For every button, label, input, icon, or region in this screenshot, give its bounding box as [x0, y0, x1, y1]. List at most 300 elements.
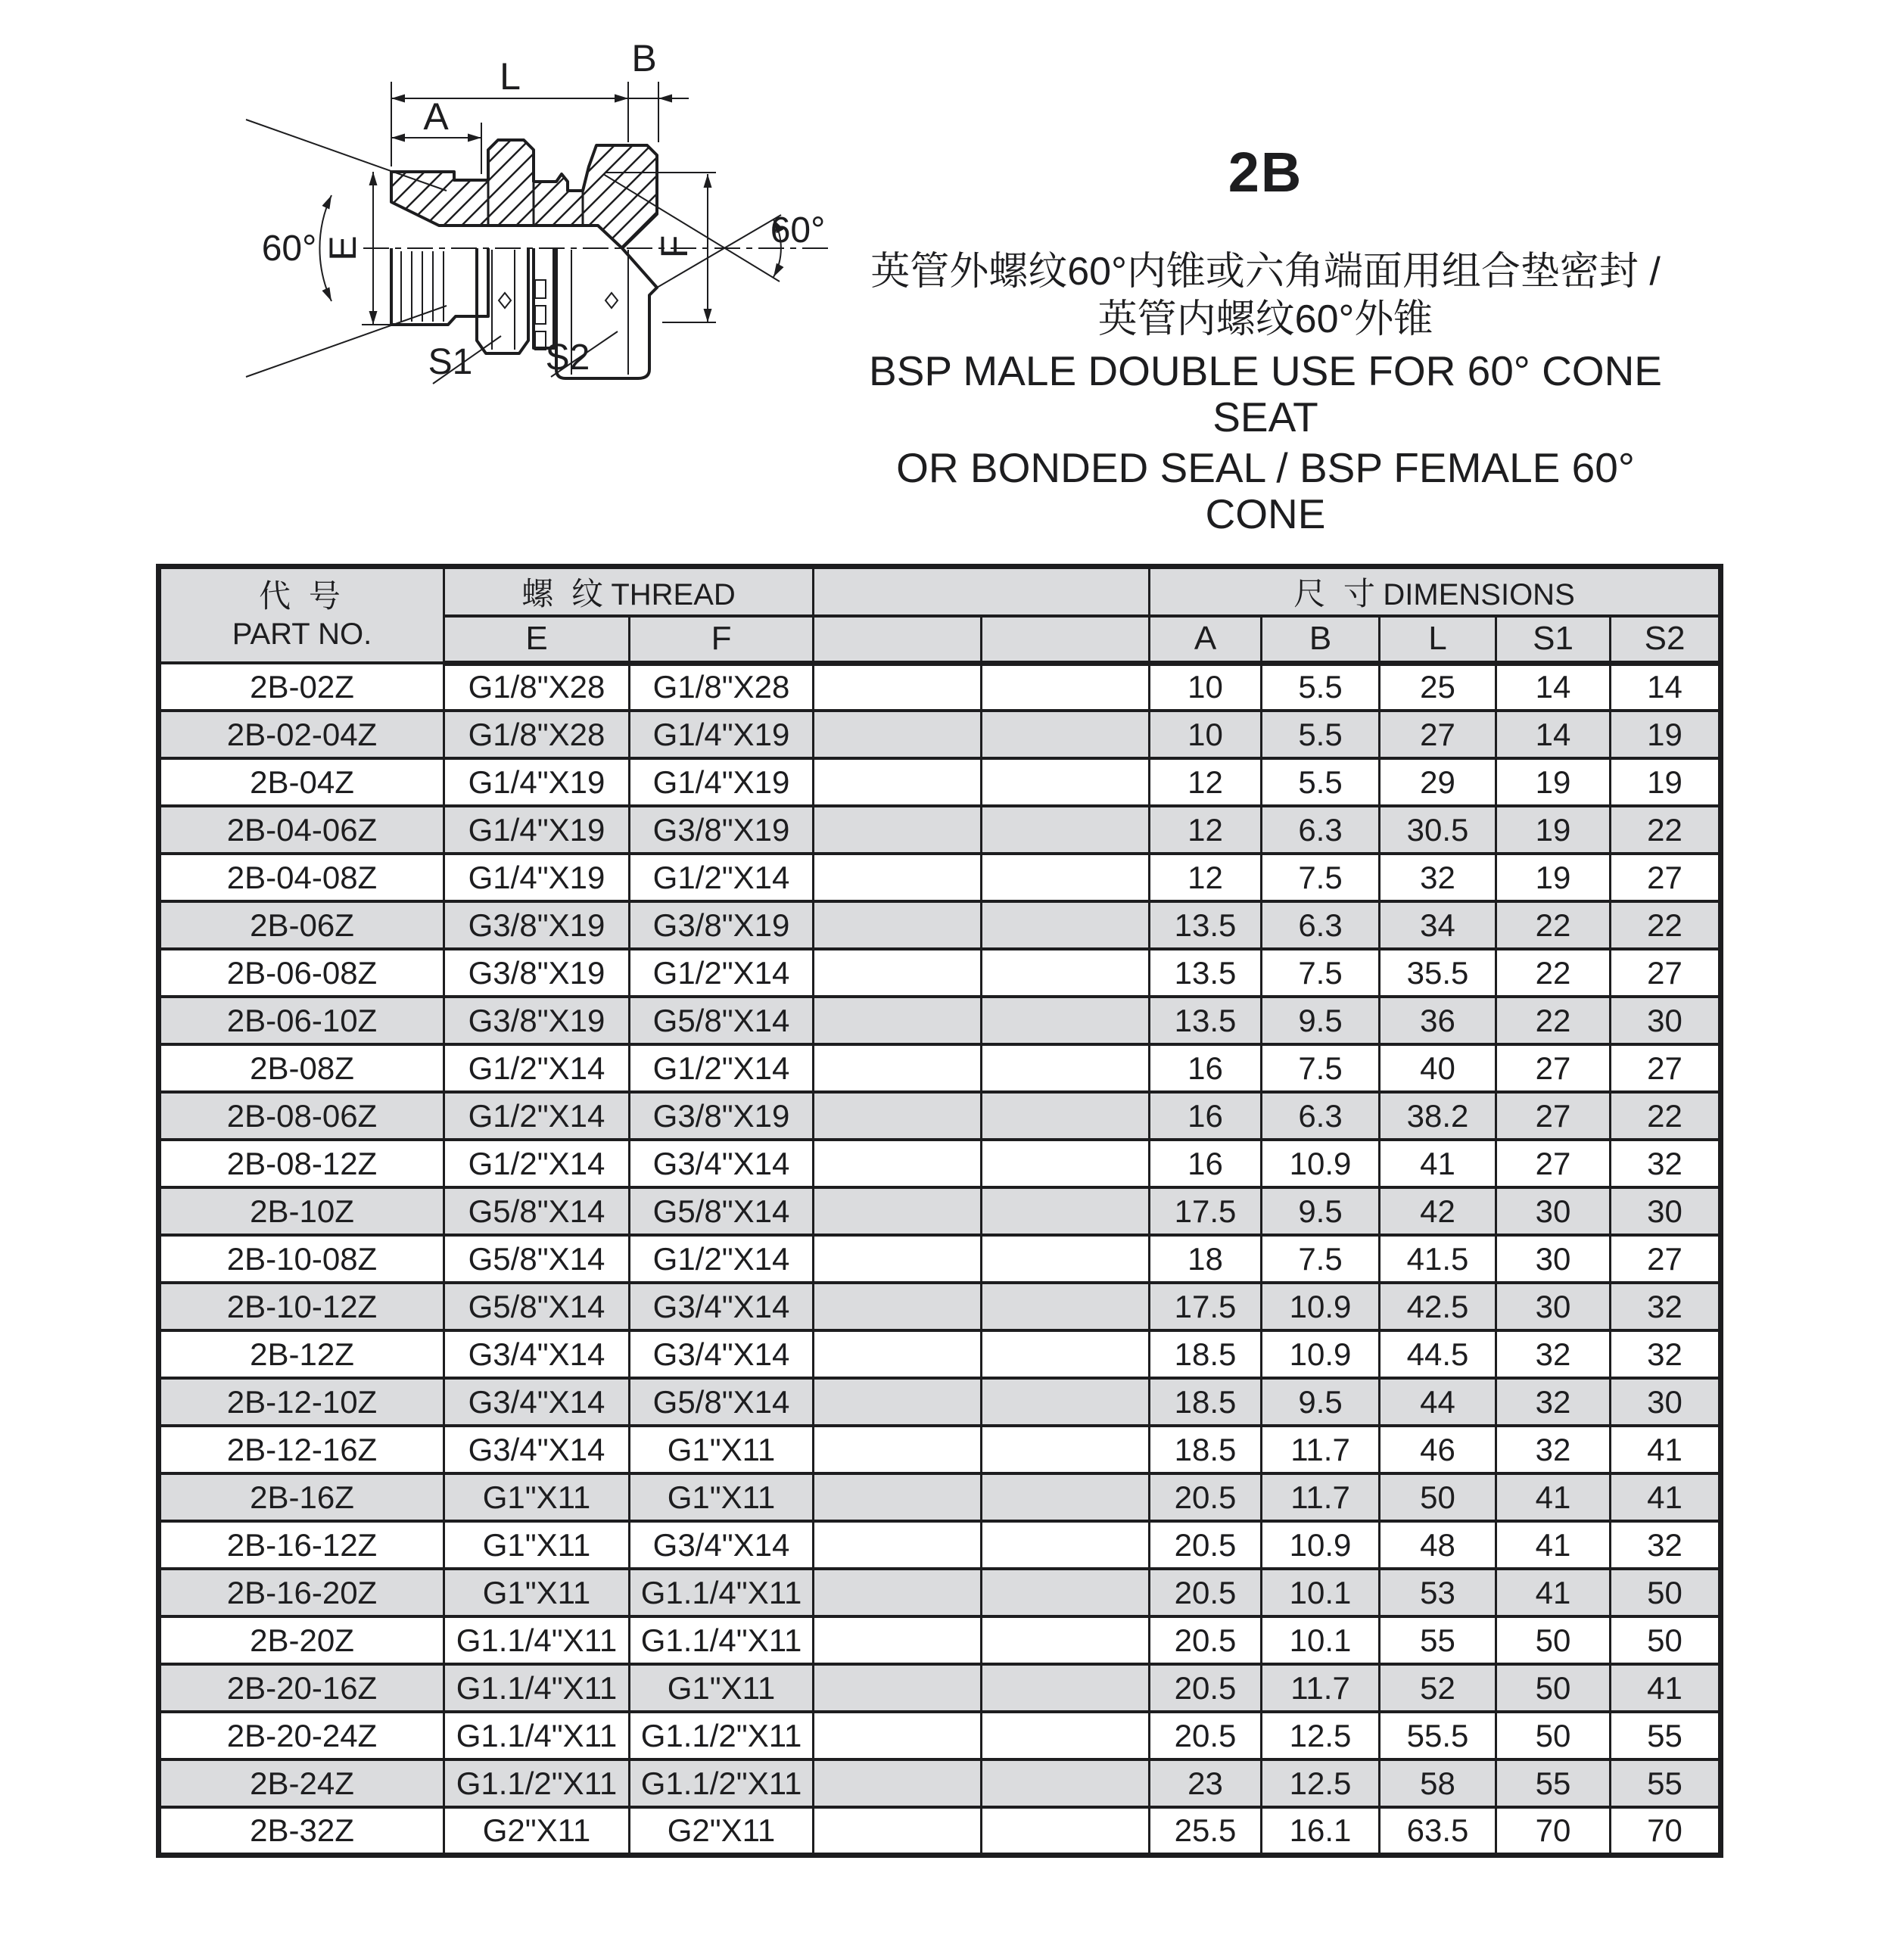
empty-cell	[814, 758, 982, 806]
header-col-s2: S2	[1611, 616, 1721, 663]
header-thread-en: THREAD	[611, 578, 736, 611]
thread-e-cell: G1"X11	[444, 1521, 630, 1569]
part-no-cell: 2B-20Z	[159, 1616, 444, 1664]
dim-s2-cell: 27	[1611, 1235, 1721, 1283]
part-no-cell: 2B-16-12Z	[159, 1521, 444, 1569]
thread-f-cell: G5/8"X14	[630, 997, 814, 1044]
dim-l-cell: 48	[1380, 1521, 1496, 1569]
dim-s1-cell: 50	[1496, 1712, 1611, 1759]
header-col-e: E	[444, 616, 630, 663]
dim-l-cell: 41.5	[1380, 1235, 1496, 1283]
dim-s1-cell: 14	[1496, 663, 1611, 711]
thread-f-cell: G1/4"X19	[630, 758, 814, 806]
dim-s2-cell: 41	[1611, 1426, 1721, 1473]
table-row	[159, 901, 1721, 949]
dim-a-cell: 13.5	[1150, 949, 1262, 997]
dim-a-cell: 16	[1150, 1044, 1262, 1092]
table-row	[159, 1187, 1721, 1235]
s1-label: S1	[428, 342, 473, 382]
dim-s1-cell: 50	[1496, 1616, 1611, 1664]
dim-b-cell: 12.5	[1262, 1759, 1380, 1807]
thread-e-cell: G1/4"X19	[444, 854, 630, 901]
thread-e-cell: G3/4"X14	[444, 1378, 630, 1426]
dim-a-cell: 17.5	[1150, 1283, 1262, 1330]
empty-cell	[982, 1378, 1150, 1426]
empty-cell	[814, 997, 982, 1044]
dim-s2-cell: 55	[1611, 1759, 1721, 1807]
part-no-cell: 2B-24Z	[159, 1759, 444, 1807]
thread-e-cell: G5/8"X14	[444, 1283, 630, 1330]
dim-s1-cell: 41	[1496, 1521, 1611, 1569]
empty-cell	[814, 854, 982, 901]
dim-s2-cell: 70	[1611, 1807, 1721, 1855]
empty-cell	[814, 1759, 982, 1807]
dim-s2-cell: 32	[1611, 1283, 1721, 1330]
dim-s1-cell: 22	[1496, 949, 1611, 997]
title-block	[848, 141, 1683, 537]
part-no-cell: 2B-04-08Z	[159, 854, 444, 901]
table-row	[159, 1569, 1721, 1616]
dim-s1-cell: 22	[1496, 997, 1611, 1044]
table-row	[159, 997, 1721, 1044]
empty-cell	[814, 1283, 982, 1330]
empty-cell	[814, 1187, 982, 1235]
header-col-s1: S1	[1496, 616, 1611, 663]
dim-s1-cell: 32	[1496, 1378, 1611, 1426]
dim-b-cell: 5.5	[1262, 711, 1380, 758]
dim-s2-cell: 27	[1611, 854, 1721, 901]
dim-s2-cell: 22	[1611, 806, 1721, 854]
description-zh-line2: 英管内螺纹60°外锥	[1097, 297, 1433, 341]
table-row	[159, 711, 1721, 758]
table-row	[159, 1521, 1721, 1569]
empty-cell	[982, 1616, 1150, 1664]
table-row	[159, 1712, 1721, 1759]
dim-s2-cell: 19	[1611, 758, 1721, 806]
part-no-cell: 2B-10-12Z	[159, 1283, 444, 1330]
part-no-cell: 2B-04-06Z	[159, 806, 444, 854]
empty-cell	[982, 854, 1150, 901]
thread-e-cell: G1.1/2"X11	[444, 1759, 630, 1807]
empty-cell	[982, 1664, 1150, 1712]
thread-e-cell: G1/2"X14	[444, 1044, 630, 1092]
dim-a-cell: 12	[1150, 854, 1262, 901]
thread-f-cell: G1"X11	[630, 1426, 814, 1473]
dim-a-cell: 25.5	[1150, 1807, 1262, 1855]
table-row	[159, 1426, 1721, 1473]
thread-e-cell: G1"X11	[444, 1473, 630, 1521]
empty-cell	[982, 949, 1150, 997]
empty-cell	[982, 1473, 1150, 1521]
header-thread-zh: 螺 纹	[521, 576, 608, 611]
dim-l-cell: 36	[1380, 997, 1496, 1044]
dim-l-cell: 44	[1380, 1378, 1496, 1426]
dim-b-cell: 10.9	[1262, 1330, 1380, 1378]
empty-cell	[982, 1330, 1150, 1378]
thread-e-cell: G1/2"X14	[444, 1140, 630, 1187]
empty-cell	[982, 997, 1150, 1044]
dim-l-cell: 32	[1380, 854, 1496, 901]
part-no-cell: 2B-04Z	[159, 758, 444, 806]
dim-a-cell: 20.5	[1150, 1473, 1262, 1521]
header-dimensions-en: DIMENSIONS	[1383, 578, 1575, 611]
thread-f-cell: G1/2"X14	[630, 1044, 814, 1092]
thread-f-cell: G3/4"X14	[630, 1330, 814, 1378]
dim-s2-cell: 30	[1611, 1378, 1721, 1426]
dim-a-cell: 20.5	[1150, 1712, 1262, 1759]
header-dimensions-zh: 尺 寸	[1293, 576, 1380, 611]
dim-a-cell: 17.5	[1150, 1187, 1262, 1235]
thread-e-cell: G1/2"X14	[444, 1092, 630, 1140]
description-en-line2: OR BONDED SEAL / BSP FEMALE 60° CONE	[896, 444, 1635, 537]
dim-s2-cell: 27	[1611, 1044, 1721, 1092]
empty-cell	[814, 1807, 982, 1855]
thread-e-cell: G1/4"X19	[444, 806, 630, 854]
thread-e-cell: G1.1/4"X11	[444, 1664, 630, 1712]
thread-f-cell: G1.1/4"X11	[630, 1569, 814, 1616]
dim-b-cell: 6.3	[1262, 806, 1380, 854]
header-col-l: L	[1380, 616, 1496, 663]
dim-s1-cell: 30	[1496, 1235, 1611, 1283]
dim-a-cell: 20.5	[1150, 1664, 1262, 1712]
dim-l-cell: 58	[1380, 1759, 1496, 1807]
table-row	[159, 1330, 1721, 1378]
angle-right-label: 60°	[770, 210, 826, 250]
empty-cell	[982, 806, 1150, 854]
dim-s2-cell: 19	[1611, 711, 1721, 758]
empty-cell	[982, 758, 1150, 806]
dim-a-cell: 18.5	[1150, 1426, 1262, 1473]
empty-cell	[814, 1712, 982, 1759]
thread-f-cell: G1"X11	[630, 1473, 814, 1521]
header-col-empty2	[982, 616, 1150, 663]
part-no-cell: 2B-20-16Z	[159, 1664, 444, 1712]
dim-s1-cell: 30	[1496, 1187, 1611, 1235]
dim-b-cell: 10.9	[1262, 1521, 1380, 1569]
empty-cell	[814, 1378, 982, 1426]
empty-cell	[982, 1187, 1150, 1235]
table-row	[159, 1378, 1721, 1426]
thread-f-cell: G3/8"X19	[630, 901, 814, 949]
empty-cell	[814, 1664, 982, 1712]
thread-f-cell: G1/2"X14	[630, 854, 814, 901]
dim-s1-cell: 32	[1496, 1330, 1611, 1378]
part-no-cell: 2B-02-04Z	[159, 711, 444, 758]
thread-e-cell: G3/8"X19	[444, 901, 630, 949]
dim-a-cell: 16	[1150, 1140, 1262, 1187]
dim-e-label: E	[322, 235, 364, 261]
empty-cell	[814, 1616, 982, 1664]
dim-s2-cell: 27	[1611, 949, 1721, 997]
dim-b-cell: 5.5	[1262, 758, 1380, 806]
dim-b-cell: 11.7	[1262, 1426, 1380, 1473]
thread-e-cell: G1"X11	[444, 1569, 630, 1616]
dim-b-cell: 10.9	[1262, 1140, 1380, 1187]
dim-b-cell: 10.9	[1262, 1283, 1380, 1330]
dim-b-cell: 10.1	[1262, 1569, 1380, 1616]
dim-l-cell: 38.2	[1380, 1092, 1496, 1140]
thread-f-cell: G3/4"X14	[630, 1521, 814, 1569]
dim-l-cell: 35.5	[1380, 949, 1496, 997]
empty-cell	[982, 1140, 1150, 1187]
dim-s1-cell: 32	[1496, 1426, 1611, 1473]
part-no-cell: 2B-12-10Z	[159, 1378, 444, 1426]
thread-e-cell: G3/4"X14	[444, 1426, 630, 1473]
dim-b-cell: 6.3	[1262, 901, 1380, 949]
thread-f-cell: G1/4"X19	[630, 711, 814, 758]
thread-e-cell: G5/8"X14	[444, 1235, 630, 1283]
table-row	[159, 1092, 1721, 1140]
dim-l-cell: 30.5	[1380, 806, 1496, 854]
empty-cell	[982, 711, 1150, 758]
dim-s1-cell: 19	[1496, 758, 1611, 806]
dim-a-cell: 12	[1150, 758, 1262, 806]
thread-f-cell: G1.1/4"X11	[630, 1616, 814, 1664]
dim-l-cell: 34	[1380, 901, 1496, 949]
empty-cell	[982, 663, 1150, 711]
table-row	[159, 1140, 1721, 1187]
table-row	[159, 1235, 1721, 1283]
thread-f-cell: G3/8"X19	[630, 806, 814, 854]
part-no-cell: 2B-16-20Z	[159, 1569, 444, 1616]
empty-cell	[814, 1426, 982, 1473]
part-no-cell: 2B-06-08Z	[159, 949, 444, 997]
empty-cell	[982, 1807, 1150, 1855]
empty-cell	[814, 1092, 982, 1140]
dim-s2-cell: 32	[1611, 1521, 1721, 1569]
thread-e-cell: G1/8"X28	[444, 663, 630, 711]
dim-b-cell: 10.1	[1262, 1616, 1380, 1664]
dim-s1-cell: 22	[1496, 901, 1611, 949]
part-no-cell: 2B-20-24Z	[159, 1712, 444, 1759]
thread-f-cell: G1/2"X14	[630, 949, 814, 997]
dim-f-label: F	[653, 235, 696, 259]
table-row	[159, 1283, 1721, 1330]
dim-a-cell: 13.5	[1150, 997, 1262, 1044]
table-row	[159, 1807, 1721, 1855]
thread-e-cell: G1.1/4"X11	[444, 1712, 630, 1759]
empty-cell	[982, 901, 1150, 949]
part-no-cell: 2B-08-06Z	[159, 1092, 444, 1140]
part-no-cell: 2B-02Z	[159, 663, 444, 711]
empty-cell	[814, 1235, 982, 1283]
part-no-cell: 2B-10-08Z	[159, 1235, 444, 1283]
dim-a-cell: 16	[1150, 1092, 1262, 1140]
empty-cell	[814, 1044, 982, 1092]
series-code: 2B	[1228, 141, 1303, 204]
fitting-upper-section	[391, 140, 657, 248]
part-no-cell: 2B-10Z	[159, 1187, 444, 1235]
angle-left-label: 60°	[261, 229, 317, 269]
dim-a-label: A	[423, 95, 449, 138]
part-no-cell: 2B-12-16Z	[159, 1426, 444, 1473]
dim-s1-cell: 19	[1496, 806, 1611, 854]
table-row	[159, 1616, 1721, 1664]
dim-b-cell: 5.5	[1262, 663, 1380, 711]
dim-s2-cell: 41	[1611, 1473, 1721, 1521]
dim-b-cell: 11.7	[1262, 1664, 1380, 1712]
header-part-no-zh: 代 号	[259, 578, 345, 614]
empty-cell	[982, 1283, 1150, 1330]
dimension-lines	[246, 82, 781, 384]
table-body	[159, 663, 1721, 1855]
dim-s1-cell: 27	[1496, 1044, 1611, 1092]
dim-l-cell: 40	[1380, 1044, 1496, 1092]
thread-f-cell: G3/4"X14	[630, 1283, 814, 1330]
thread-f-cell: G1.1/2"X11	[630, 1759, 814, 1807]
dim-s1-cell: 41	[1496, 1569, 1611, 1616]
description-zh-line1: 英管外螺纹60°内锥或六角端面用组合垫密封 /	[870, 250, 1661, 294]
dim-l-cell: 25	[1380, 663, 1496, 711]
dim-a-cell: 18	[1150, 1235, 1262, 1283]
table-row	[159, 1044, 1721, 1092]
part-no-cell: 2B-08Z	[159, 1044, 444, 1092]
dim-s2-cell: 50	[1611, 1569, 1721, 1616]
header-col-a: A	[1150, 616, 1262, 663]
empty-cell	[982, 1044, 1150, 1092]
dim-b-cell: 6.3	[1262, 1092, 1380, 1140]
empty-cell	[982, 1759, 1150, 1807]
empty-cell	[814, 806, 982, 854]
dim-s1-cell: 27	[1496, 1140, 1611, 1187]
table-row	[159, 663, 1721, 711]
dim-l-cell: 46	[1380, 1426, 1496, 1473]
dim-b-cell: 7.5	[1262, 1044, 1380, 1092]
thread-f-cell: G1.1/2"X11	[630, 1712, 814, 1759]
dim-a-cell: 20.5	[1150, 1521, 1262, 1569]
table-row	[159, 854, 1721, 901]
header-col-f: F	[630, 616, 814, 663]
empty-cell	[814, 663, 982, 711]
dim-a-cell: 23	[1150, 1759, 1262, 1807]
thread-f-cell: G1"X11	[630, 1664, 814, 1712]
dim-s2-cell: 22	[1611, 1092, 1721, 1140]
empty-cell	[814, 1330, 982, 1378]
header-thread-group	[444, 567, 814, 617]
dim-s2-cell: 50	[1611, 1616, 1721, 1664]
dim-s1-cell: 27	[1496, 1092, 1611, 1140]
thread-e-cell: G5/8"X14	[444, 1187, 630, 1235]
thread-e-cell: G2"X11	[444, 1807, 630, 1855]
thread-f-cell: G5/8"X14	[630, 1187, 814, 1235]
spec-table	[156, 564, 1723, 1858]
dim-a-cell: 13.5	[1150, 901, 1262, 949]
dim-s2-cell: 30	[1611, 1187, 1721, 1235]
table-header	[159, 567, 1721, 664]
technical-drawing	[174, 23, 840, 446]
empty-cell	[814, 1473, 982, 1521]
dim-s2-cell: 32	[1611, 1140, 1721, 1187]
empty-cell	[982, 1521, 1150, 1569]
thread-f-cell: G3/4"X14	[630, 1140, 814, 1187]
fitting-section-drawing	[174, 23, 840, 446]
thread-e-cell: G1/8"X28	[444, 711, 630, 758]
part-no-cell: 2B-06Z	[159, 901, 444, 949]
dim-l-cell: 52	[1380, 1664, 1496, 1712]
dim-b-cell: 9.5	[1262, 1187, 1380, 1235]
header-part-no	[159, 567, 444, 664]
thread-e-cell: G3/8"X19	[444, 949, 630, 997]
table-row	[159, 806, 1721, 854]
dim-s1-cell: 55	[1496, 1759, 1611, 1807]
table-row	[159, 1759, 1721, 1807]
dim-a-cell: 10	[1150, 663, 1262, 711]
empty-cell	[814, 711, 982, 758]
empty-cell	[814, 901, 982, 949]
dim-a-cell: 20.5	[1150, 1616, 1262, 1664]
table-row	[159, 949, 1721, 997]
dim-l-label: L	[500, 55, 521, 98]
empty-cell	[982, 1569, 1150, 1616]
thread-f-cell: G5/8"X14	[630, 1378, 814, 1426]
dim-a-cell: 12	[1150, 806, 1262, 854]
header-col-empty1	[814, 616, 982, 663]
empty-cell	[982, 1426, 1150, 1473]
dim-s1-cell: 19	[1496, 854, 1611, 901]
thread-e-cell: G1.1/4"X11	[444, 1616, 630, 1664]
dim-s2-cell: 22	[1611, 901, 1721, 949]
thread-e-cell: G3/4"X14	[444, 1330, 630, 1378]
empty-cell	[814, 1140, 982, 1187]
part-no-cell: 2B-08-12Z	[159, 1140, 444, 1187]
empty-cell	[982, 1712, 1150, 1759]
dim-s2-cell: 32	[1611, 1330, 1721, 1378]
header-empty-group	[814, 567, 1150, 617]
thread-f-cell: G2"X11	[630, 1807, 814, 1855]
dim-s1-cell: 70	[1496, 1807, 1611, 1855]
dim-l-cell: 55.5	[1380, 1712, 1496, 1759]
dim-b-cell: 12.5	[1262, 1712, 1380, 1759]
dim-b-cell: 9.5	[1262, 1378, 1380, 1426]
dim-s1-cell: 41	[1496, 1473, 1611, 1521]
dim-s1-cell: 14	[1496, 711, 1611, 758]
header-col-b: B	[1262, 616, 1380, 663]
dim-a-cell: 10	[1150, 711, 1262, 758]
dim-s1-cell: 30	[1496, 1283, 1611, 1330]
part-no-cell: 2B-06-10Z	[159, 997, 444, 1044]
dim-s2-cell: 41	[1611, 1664, 1721, 1712]
thread-e-cell: G3/8"X19	[444, 997, 630, 1044]
dim-b-cell: 9.5	[1262, 997, 1380, 1044]
header-dimensions-group	[1150, 567, 1721, 617]
dim-l-cell: 63.5	[1380, 1807, 1496, 1855]
dim-l-cell: 41	[1380, 1140, 1496, 1187]
dim-b-cell: 16.1	[1262, 1807, 1380, 1855]
dim-b-cell: 7.5	[1262, 1235, 1380, 1283]
description-en-line1: BSP MALE DOUBLE USE FOR 60° CONE SEAT	[869, 347, 1662, 440]
empty-cell	[814, 949, 982, 997]
dim-a-cell: 18.5	[1150, 1378, 1262, 1426]
dim-l-cell: 50	[1380, 1473, 1496, 1521]
thread-f-cell: G1/2"X14	[630, 1235, 814, 1283]
empty-cell	[814, 1569, 982, 1616]
s2-label: S2	[545, 338, 590, 378]
part-no-cell: 2B-12Z	[159, 1330, 444, 1378]
spec-table-wrap	[156, 564, 1723, 1858]
dim-b-cell: 7.5	[1262, 854, 1380, 901]
dim-s1-cell: 50	[1496, 1664, 1611, 1712]
thread-f-cell: G1/8"X28	[630, 663, 814, 711]
dim-s2-cell: 55	[1611, 1712, 1721, 1759]
empty-cell	[814, 1521, 982, 1569]
dim-b-cell: 7.5	[1262, 949, 1380, 997]
dim-l-cell: 42	[1380, 1187, 1496, 1235]
dim-l-cell: 53	[1380, 1569, 1496, 1616]
empty-cell	[982, 1235, 1150, 1283]
empty-cell	[982, 1092, 1150, 1140]
dim-s2-cell: 30	[1611, 997, 1721, 1044]
dim-l-cell: 44.5	[1380, 1330, 1496, 1378]
